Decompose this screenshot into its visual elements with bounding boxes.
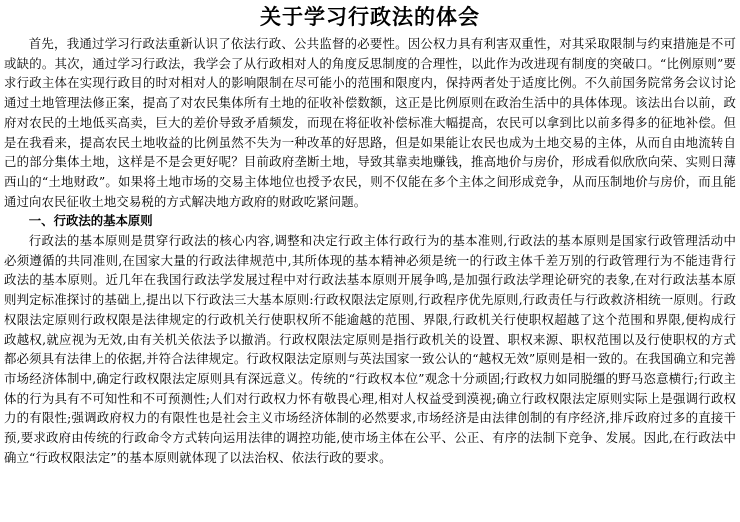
paragraph-intro: 首先，我通过学习行政法重新认识了依法行政、公共监督的必要性。因公权力具有利害双重性，对其采取限制与约束措施是不可或缺的。其次，通过学习行政法，我学会了从行政相对人的角度反思制度的合理性，以此作为改进现有制度的突破口。“比例原则”要求行政主体在实现行政目的时对相对人的影响限制在尽可能小的范围和限度内，保持两者处于适度比例。不久前国务院常务会议讨论通过土地管理法修正案，提高了对农民集体所有土地的征收补偿数额，这正是比例原则在政治生活中的具体体现。该法出台以前，政府对农民的土地低买高卖，巨大的差价导致矛盾频发，而现在将征收补偿标准大幅提高，农民可以拿到比以前多得多的征地补偿。但是在我看来，提高农民土地收益的比例虽然不失为一种改革的好思路，但是如果能让农民也成为土地交易的主体，从而自由地流转自己的部分集体土地，这样是不是会更好呢？目前政府垄断土地，导致其靠卖地赚钱，推高地价与房价，形成看似欣欣向荣、实则日薄西山的“土地财政”。如果将土地市场的交易主体地位也授予农民，则不仅能在多个主体之间形成竞争，从而压制地价与房价，而且能通过向农民征收土地交易税的方式解决地方政府的财政吃紧问题。 (4, 36, 736, 209)
paragraph-principles: 行政法的基本原则是贯穿行政法的核心内容,调整和决定行政主体行政行为的基本准则,行政法的基本原则是国家行政管理活动中必须遵循的共同准则,在国家大量的行政法律规范中,其所体现的基本精神必须是统一的行政主体千差万别的行政管理行为不能违背行政法的基本原则。近几年在我国行政法学发展过程中对行政法基本原则开展争鸣,是加强行政法学理论研究的表象,在对行政法基本原则判定标准探讨的基础上,提出以下行政法三大基本原则:行政权限法定原则,行政程序优先原则,行政责任与行政救济相统一原则。行政权限法定原则行政权限是法律规定的行政机关行使职权所不能逾越的范围、界限,行政机关行使职权超越了这个范围和界限,便构成行政越权,就应视为无效,由有关机关依法予以撤消。行政权限法定原则是指行政机关的设置、职权来源、职权范围以及行使职权的方式都必须具有法律上的依据,并符合法律规定。行政权限法定原则与英法国家一致公认的“越权无效”原则是相一致的。在我国确立和完善市场经济体制中,确定行政权限法定原则具有深远意义。传统的“行政权本位”观念十分顽固;行政权力如同脱缰的野马恣意横行;行政主体的行为具有不可知性和不可预测性;人们对行政权力怀有敬畏心理,相对人权益受到漠视;确立行政权限法定原则实际上是强调行政权力的有限性;强调政府权力的有限性也是社会主义市场经济体制的必然要求,市场经济是由法律创制的有序经济,排斥政府过多的直接干预,要求政府由传统的行政命令方式转向运用法律的调控功能,使市场主体在公平、公正、有序的法制下竞争、发展。因此,在行政法中确立“行政权限法定”的基本原则就体现了以法治权、依法行政的要求。 (4, 233, 736, 465)
document-title: 关于学习行政法的体会 (260, 4, 480, 29)
section-heading: 一、行政法的基本原则 (28, 213, 153, 229)
